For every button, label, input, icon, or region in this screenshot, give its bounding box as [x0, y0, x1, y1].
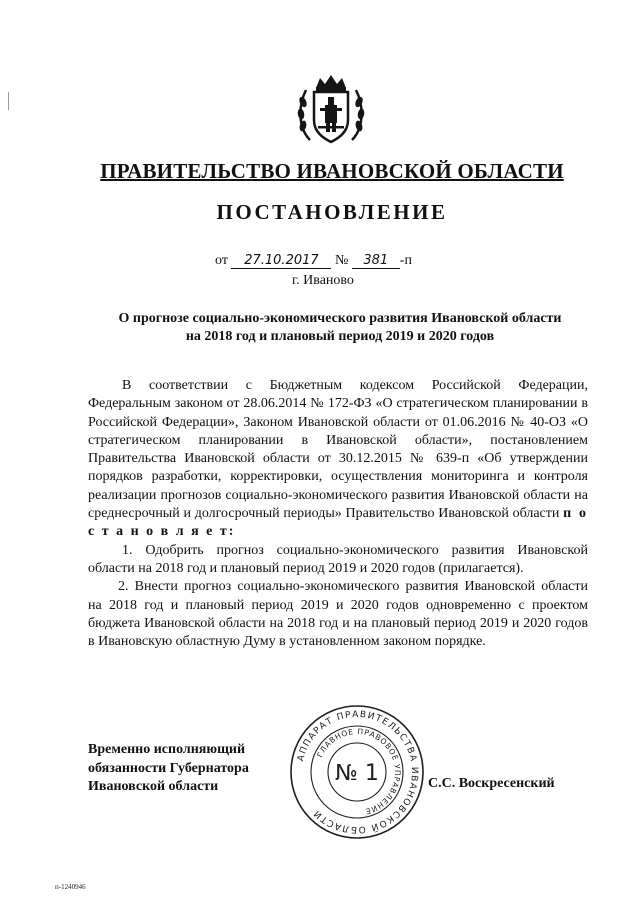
seal-inner-text: ГЛАВНОЕ ПРАВОВОЕ УПРАВЛЕНИЕ — [315, 726, 403, 817]
signer-position-line-1: Временно исполняющий — [88, 742, 246, 757]
document-number: 381 — [352, 253, 400, 269]
registration-line — [215, 253, 412, 269]
subject-line-1: О прогнозе социально-экономического развития Ивановской области — [118, 311, 562, 326]
government-title: ПРАВИТЕЛЬСТВО ИВАНОВСКОЙ ОБЛАСТИ — [100, 159, 564, 183]
document-date: 27.10.2017 — [231, 253, 331, 269]
signer-position-line-3: Ивановской области — [88, 779, 219, 794]
preamble-paragraph — [88, 377, 588, 542]
date-from-label: от — [215, 253, 228, 268]
document-body — [88, 377, 588, 651]
signer-name: С.С. Воскресенский — [428, 776, 555, 791]
scan-margin-mark — [8, 92, 9, 110]
document-code: п-1240946 — [55, 883, 86, 891]
decree-word: п о с т а н о в л я е т: — [88, 506, 588, 540]
official-seal-icon — [288, 703, 426, 841]
signer-position-line-2: обязанности Губернатора — [88, 760, 249, 776]
item-1-paragraph: 1. Одобрить прогноз социально-экономического развития Ивановской области на 2018 год и плановый период 2019 и 2020 годов (прилагается). — [88, 542, 588, 576]
document-type-title: ПОСТАНОВЛЕНИЕ — [216, 200, 448, 224]
subject-line-2: на 2018 год и плановый период 2019 и 2020 годов — [185, 329, 495, 344]
document-subject — [60, 310, 620, 346]
preamble-text: В соответствии с Бюджетным кодексом Российской Федерации, Федеральным законом от 28.06.2014 № 172-ФЗ «О стратегическом планировании в Российской Федерации», Законом Ивановской области от 01.06.2016 № 40-ОЗ «О стратегическом планировании в Ивановской области», постановлением Правительства Ивановской области от 30.12.2015 № 639-п «Об утверждении порядков разработки, корректировки, осуществления мониторинга и контроля реализации прогнозов социально-экономического развития Ивановской области на среднесрочный и долгосрочный периоды» Правительство Ивановской области — [88, 378, 588, 522]
seal-number: № 1 — [335, 761, 379, 786]
item-2-paragraph: 2. Внести прогноз социально-экономического развития Ивановской области на 2018 год и плановый период 2019 и 2020 годов одновременно с проектом бюджета Ивановской области на 2018 год и на плановый период 2019 и 2020 годов в Ивановскую областную Думу в установленном законом порядке. — [88, 579, 588, 650]
seal-outer-text: АППАРАТ ПРАВИТЕЛЬСТВА ИВАНОВСКОЙ ОБЛАСТИ — [296, 709, 420, 835]
signer-position — [88, 741, 249, 797]
city: г. Иваново — [292, 273, 354, 288]
number-suffix: -п — [399, 253, 412, 268]
number-label: № — [334, 253, 349, 268]
coat-of-arms-icon — [292, 70, 370, 148]
